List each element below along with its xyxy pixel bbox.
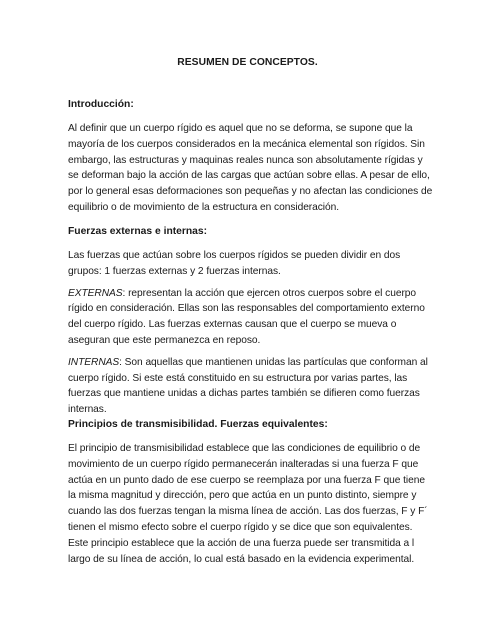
section-heading-fuerzas: Fuerzas externas e internas: xyxy=(68,226,208,237)
document-title: RESUMEN DE CONCEPTOS. xyxy=(177,57,318,68)
paragraph-internas xyxy=(68,355,433,418)
section-introduccion xyxy=(68,98,433,216)
term-internas: INTERNAS xyxy=(68,356,120,368)
paragraph-introduccion: Al definir que un cuerpo rígido es aquel que no se deforma, se supone que la mayoría de los cuerpos considerados en la mecánica elemental son rígidos. Sin embargo, las estructuras y maquinas reales nunca son absolutamente rígidas y se deforman bajo la acción de las cargas que actúan sobre ellas. A pesar de ello, por lo general esas deformaciones son pequeñas y no afectan las condiciones de equilibrio o de movimiento de la estructura en consideración. xyxy=(68,123,433,213)
text-internas: : Son aquellas que mantienen unidas las partículas que conforman al cuerpo rígido. Si este está constituido en su estructura por varias partes, las fuerzas que mantiene unidas a dichas partes también se difieren como fuerzas internas. xyxy=(68,356,428,416)
term-externas: EXTERNAS xyxy=(68,287,123,299)
paragraph-principios: El principio de transmisibilidad establece que las condiciones de equilibrio o de movimiento de un cuerpo rígido permanecerán inalteradas si una fuerza F que actúa en un punto dado de ese cuerpo se reemplaza por una fuerza F que tiene la misma magnitud y dirección, pero que actúa en un punto distinto, siempre y cuando las dos fuerzas tengan la misma línea de acción. Las dos fuerzas, F y F´ tienen el mismo efecto sobre el cuerpo rígido y se dice que son equivalentes. Este principio establece que la acción de una fuerza puede ser transmitida a l largo de su línea de acción, lo cual está basado en la evidencia experimental. xyxy=(68,443,428,565)
text-externas: : representan la acción que ejercen otros cuerpos sobre el cuerpo rígido en consideración. Ellas son las responsables del comportamiento externo del cuerpo rígido. Las fuerzas externas causan que el cuerpo se mueva o aseguran que este permanezca en reposo. xyxy=(68,287,425,346)
section-heading-introduccion: Introducción: xyxy=(68,99,134,110)
section-principios xyxy=(68,418,433,567)
section-fuerzas xyxy=(68,225,433,418)
paragraph-fuerzas-intro: Las fuerzas que actúan sobre los cuerpos rígidos se pueden dividir en dos grupos: 1 fuerzas externas y 2 fuerzas internas. xyxy=(68,250,401,277)
paragraph-externas xyxy=(68,286,433,349)
section-heading-principios: Principios de transmisibilidad. Fuerzas equivalentes: xyxy=(68,419,328,430)
